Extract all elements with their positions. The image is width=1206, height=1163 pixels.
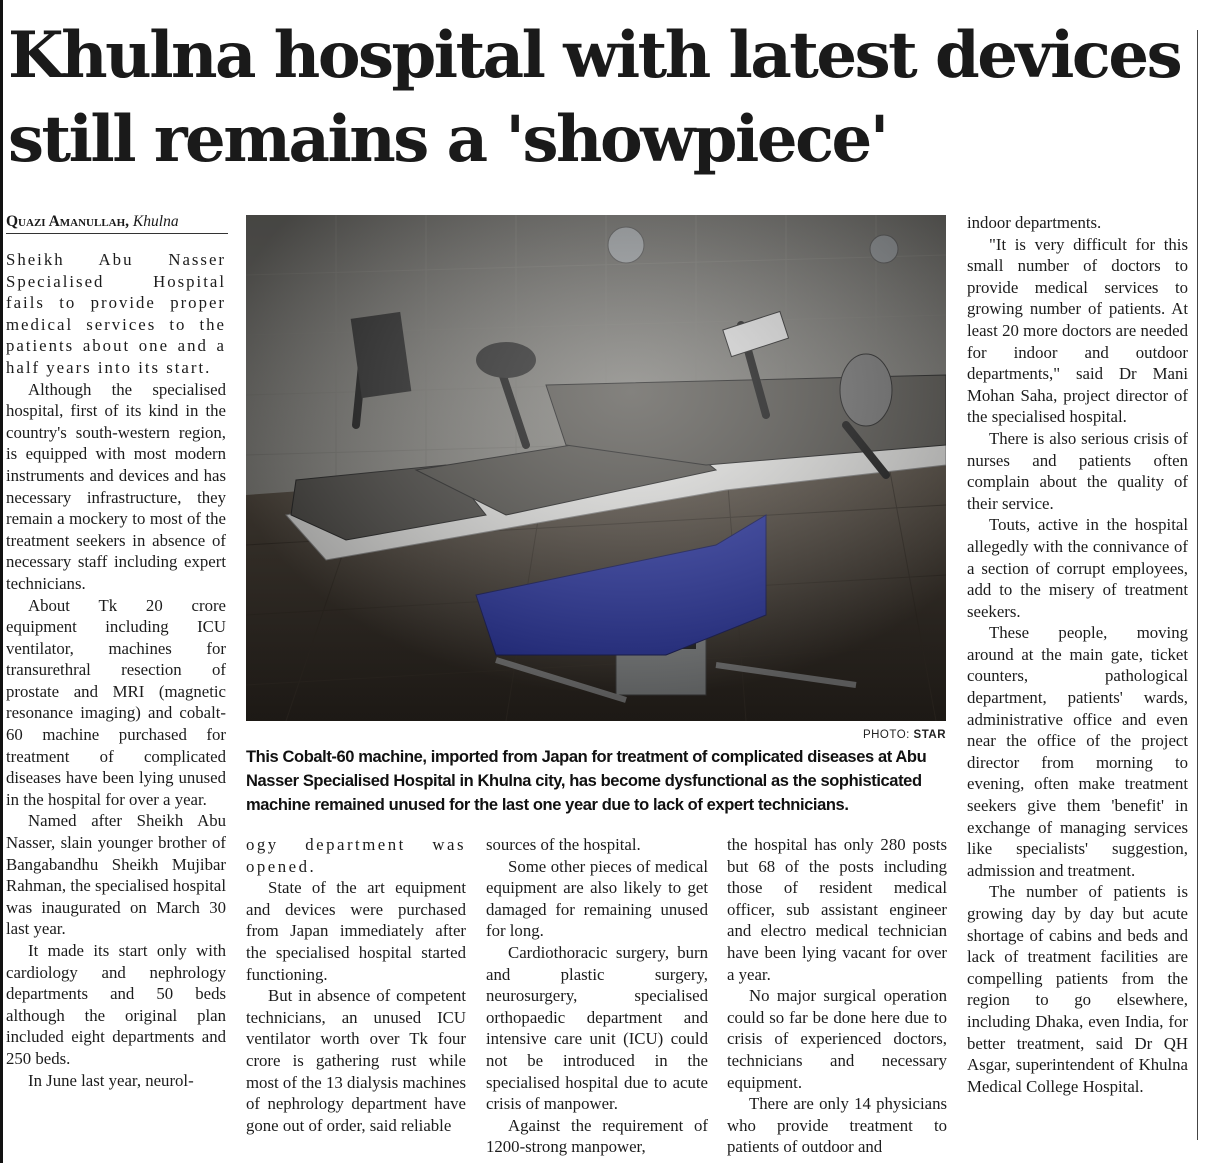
article-paragraph: indoor departments. <box>967 213 1102 232</box>
byline <box>6 213 228 234</box>
article-column-1 <box>6 249 226 1091</box>
photo-caption: This Cobalt-60 machine, imported from Japan for treatment of complicated diseases at Abu Nasser Specialised Hospital in Khulna city, has become dysfunctional as the sophisticated machine remained unused for the last one year due to lack of expert technicians. <box>246 748 927 814</box>
headline <box>8 14 1198 182</box>
article-paragraph: Touts, active in the hospital allegedly with the connivance of a section of corrupt employees, add to the misery of treatment seekers. <box>967 515 1188 621</box>
article-paragraph: These people, moving around at the main gate, ticket counters, pathological department, patients' wards, administrative office and even near the office of the project director from morning to evening, often make treatment seekers give them 'benefit' in exchange of managing services like specialists' suggestion, admission and treatment. <box>967 623 1188 880</box>
article-column-2 <box>246 834 466 1136</box>
article-paragraph: Cardiothoracic surgery, burn and plastic surgery, neurosurgery, specialised orthopaedic department and intensive care unit (ICU) could not be introduced in the specialised hospital due to acute crisis of manpower. <box>486 942 708 1114</box>
article-paragraph: The number of patients is growing day by day but acute shortage of cabins and beds and lack of treatment facilities are compelling patients from the region to go elsewhere, including Dhaka, even India, for better treatment, said Dr QH Asgar, superintendent of Khulna Medical College Hospital. <box>967 882 1188 1096</box>
article-paragraph: State of the art equipment and devices were purchased from Japan immediately after the specialised hospital started functioning. <box>246 878 466 984</box>
byline-location: Khulna <box>132 213 179 230</box>
article-paragraph: There is also serious crisis of nurses and patients often complain about the quality of their service. <box>967 428 1188 513</box>
article-paragraph: Named after Sheikh Abu Nasser, slain younger brother of Bangabandhu Sheikh Mujibar Rahman, the specialised hospital was inaugurated on March 30 last year. <box>6 811 226 939</box>
photo-operating-table <box>246 215 946 721</box>
article-paragraph: In June last year, neurol- <box>28 1070 194 1090</box>
article-column-3 <box>486 834 708 1158</box>
article-paragraph: Against the requirement of 1200-strong manpower, <box>486 1115 708 1157</box>
photo-credit-label: PHOTO: <box>862 729 910 741</box>
article-paragraph: But in absence of competent technicians, an unused ICU ventilator worth over Tk four crore is gathering rust while most of the 13 dialysis machines of nephrology department have gone out of order, said reliable <box>246 986 466 1135</box>
photo-illustration <box>246 215 946 721</box>
headline-line-2: still remains a 'showpiece' <box>8 102 887 177</box>
article-column-4 <box>727 834 947 1158</box>
article-paragraph: Sheikh Abu Nasser Specialised Hospital fails to provide proper medical services to the patients about one and a half years into its start. <box>6 250 226 377</box>
article-paragraph: ogy department was opened. <box>246 835 466 876</box>
article-column-5 <box>967 212 1188 1097</box>
article-paragraph: sources of the hospital. <box>486 835 641 854</box>
headline-line-1: Khulna hospital with latest devices <box>8 18 1181 93</box>
page-edge-left <box>0 0 3 1163</box>
photo-credit <box>820 729 946 741</box>
column-rule-right <box>1197 30 1198 1140</box>
article-paragraph: There are only 14 physicians who provide treatment to patients of outdoor and <box>727 1094 947 1157</box>
article-paragraph: the hospital has only 280 posts but 68 of the posts including those of resident medical officer, sub assistant engineer and electro medical technician have been lying vacant for over a year. <box>727 835 947 984</box>
byline-author: Quazi Amanullah, <box>6 213 130 230</box>
article-paragraph: "It is very difficult for this small number of doctors to provide medical services to growing number of patients. At least 20 more doctors are needed for indoor and outdoor departments," said Dr Mani Mohan Saha, project director of the specialised hospital. <box>967 234 1188 427</box>
article-paragraph: No major surgical operation could so far be done here due to crisis of experienced doctors, technicians and necessary equipment. <box>727 986 947 1092</box>
photo-credit-source: STAR <box>913 729 946 741</box>
article-paragraph: Although the specialised hospital, first of its kind in the country's south-western region, is equipped with most modern instruments and devices and has necessary infrastructure, they remain a mockery to most of the treatment seekers in absence of necessary staff including expert technicians. <box>6 379 226 593</box>
article-paragraph: It made its start only with cardiology and nephrology departments and 50 beds although the original plan included eight departments and 250 beds. <box>6 941 226 1068</box>
article-paragraph: Some other pieces of medical equipment are also likely to get damaged for remaining unused for long. <box>486 856 708 941</box>
article-paragraph: About Tk 20 crore equipment including ICU ventilator, machines for transurethral resection of prostate and MRI (magnetic resonance imaging) and cobalt-60 machine purchased for treatment of complicated diseases have been lying unused in the hospital for over a year. <box>6 595 226 809</box>
